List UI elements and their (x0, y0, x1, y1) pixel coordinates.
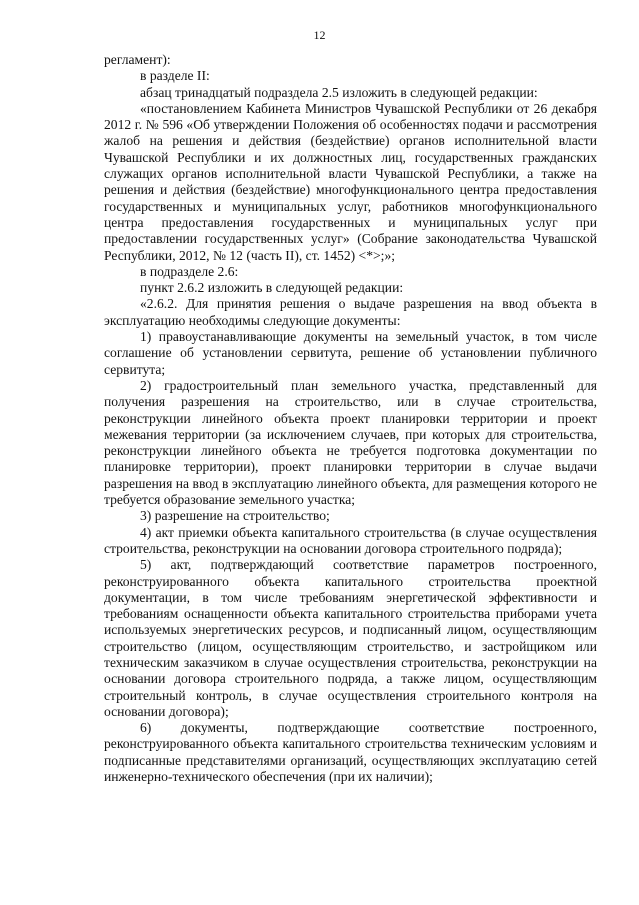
paragraph-9: 2) градостроительный план земельного участка, представленный для получения разрешения на строительство, или в случае строительства, реконструкции линейного объекта проект планировки территории и проект межевания территории (за исключением случаев, при которых для строительства, реконструкции линейного объекта не требуется подготовка документации по планировке территории), проект планировки территории в случае выдачи разрешения на ввод в эксплуатацию линейного объекта, для размещения которого не требуется образование земельного участка; (104, 377, 597, 508)
paragraph-3: абзац тринадцатый подраздела 2.5 изложить в следующей редакции: (140, 84, 538, 100)
paragraph-2: в разделе II: (140, 68, 210, 84)
paragraph-7: «2.6.2. Для принятия решения о выдаче разрешения на ввод объекта в эксплуатацию необходимы следующие документы: (104, 296, 597, 328)
paragraph-12: 5) акт, подтверждающий соответствие параметров построенного, реконструированного объекта капитального строительства проектной документации, в том числе требованиям энергетической эффективности и требованиям оснащенности объекта капитального строительства приборами учета используемых энергетических ресурсов, и подписанный лицом, осуществляющим строительство (лицом, осуществляющим строительство, и застройщиком или техническим заказчиком в случае осуществления строительства, реконструкции на основании договора строительного подряда, а также лицом, осуществляющим строительный контроль, в случае осуществления строительного контроля на основании договора); (104, 557, 597, 719)
paragraph-13: 6) документы, подтверждающие соответствие построенного, реконструированного объекта капитального строительства техническим условиям и подписанные представителями организаций, осуществляющих эксплуатацию сетей инженерно-технического обеспечения (при их наличии); (104, 720, 597, 785)
document-body (104, 52, 597, 785)
page-number: 12 (313, 28, 326, 42)
paragraph-6: пункт 2.6.2 изложить в следующей редакции: (140, 280, 404, 296)
paragraph-5: в подразделе 2.6: (140, 263, 239, 279)
paragraph-8: 1) правоустанавливающие документы на земельный участок, в том числе соглашение об установлении сервитута, решение об установлении публичного сервитута; (104, 329, 597, 377)
paragraph-1: регламент): (104, 52, 171, 67)
paragraph-11: 4) акт приемки объекта капитального строительства (в случае осуществления строительства, реконструкции на основании договора строительного подряда); (104, 524, 597, 556)
paragraph-10: 3) разрешение на строительство; (140, 508, 330, 524)
paragraph-4: «постановлением Кабинета Министров Чувашской Республики от 26 декабря 2012 г. № 596 «Об утверждении Положения об особенностях подачи и рассмотрения жалоб на решения и действия (бездействие) органов исполнительной власти Чувашской Республики и их должностных лиц, государственных гражданских служащих органов исполнительной власти Чувашской Республики, а также на решения и действия (бездействие) многофункционального центра предоставления государственных и муниципальных услуг, работников многофункционального центра предоставления государственных и муниципальных услуг при предоставлении государственных услуг» (Собрание законодательства Чувашской Республики, 2012, № 12 (часть II), ст. 1452) <*>;»; (104, 100, 597, 263)
